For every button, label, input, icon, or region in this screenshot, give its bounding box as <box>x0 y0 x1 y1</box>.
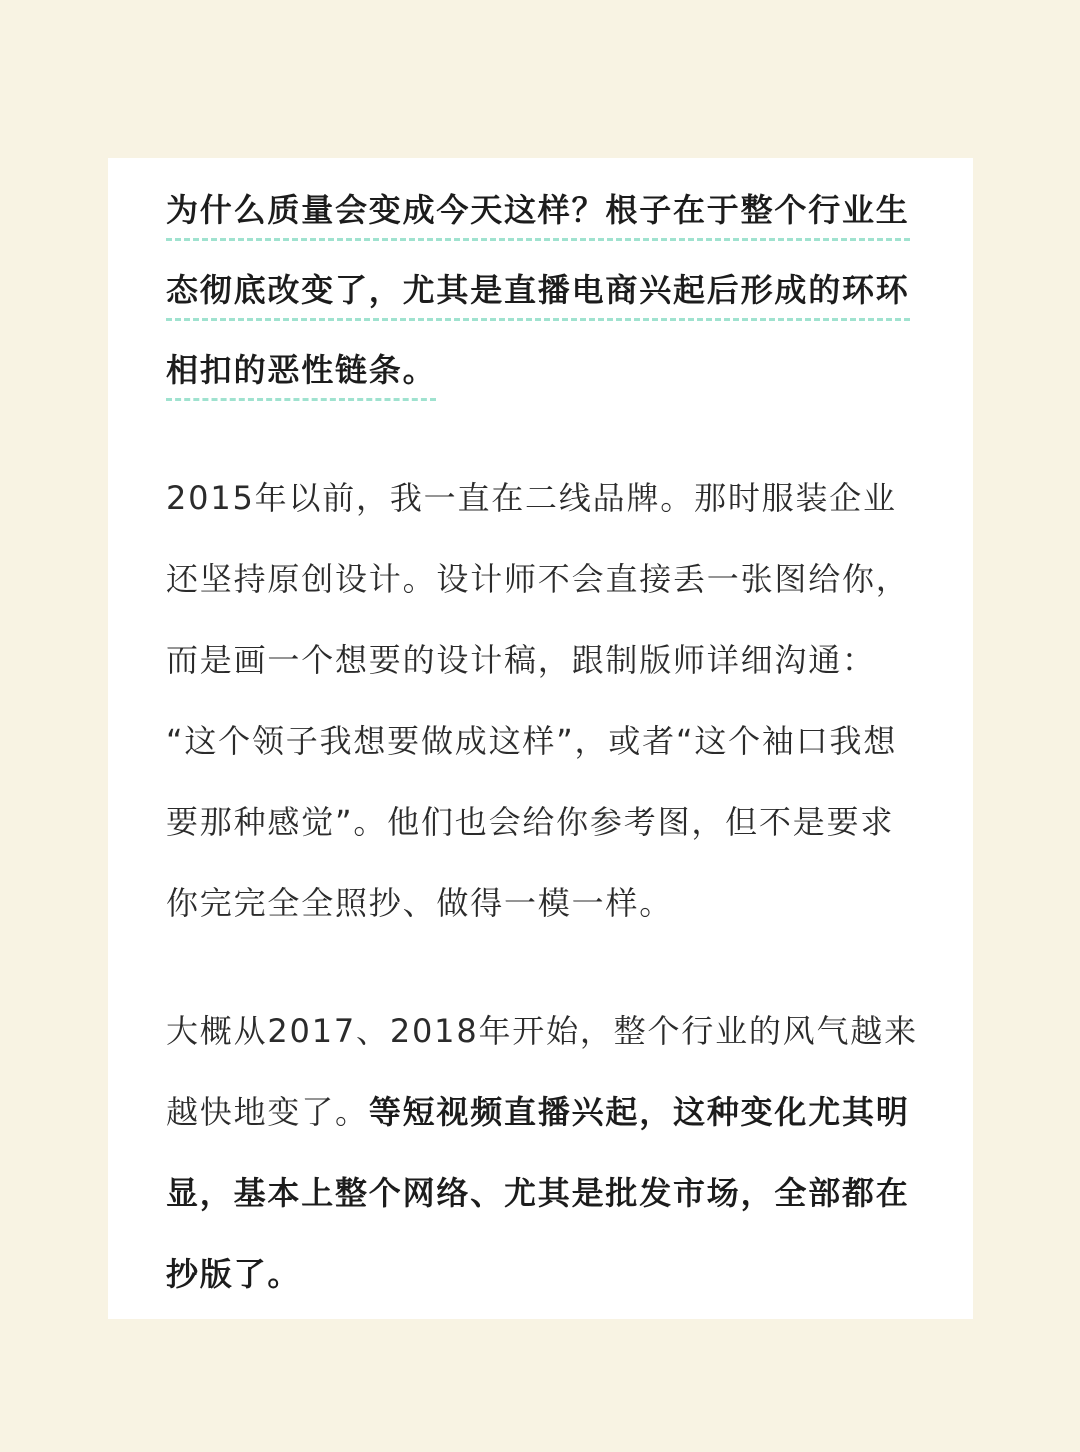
paragraph-2-line-1: 大概从2017、2018年开始，整个行业的风气越来 <box>166 1012 918 1050</box>
paragraph-1-line-3: 而是画一个想要的设计稿，跟制版师详细沟通： <box>166 641 876 679</box>
heading-line-2 <box>166 268 910 312</box>
heading-line-2-text: 态彻底改变了，尤其是直播电商兴起后形成的环环 <box>166 268 910 321</box>
paragraph-1-line-6: 你完完全全照抄、做得一模一样。 <box>166 884 674 922</box>
paragraph-1-line-2: 还坚持原创设计。设计师不会直接丢一张图给你， <box>166 560 910 598</box>
article-card <box>108 158 973 1319</box>
heading-line-1-text: 为什么质量会变成今天这样？根子在于整个行业生 <box>166 188 910 241</box>
paragraph-2-line-4: 抄版了。 <box>166 1255 302 1293</box>
paragraph-2-line-2-normal: 越快地变了。 <box>166 1093 369 1131</box>
paragraph-2-line-3: 显，基本上整个网络、尤其是批发市场，全部都在 <box>166 1174 910 1212</box>
paragraph-1-line-5: 要那种感觉”。他们也会给你参考图，但不是要求 <box>166 803 895 841</box>
heading-line-3 <box>166 348 436 392</box>
paragraph-2-line-2-bold: 等短视频直播兴起，这种变化尤其明 <box>368 1093 910 1131</box>
heading-line-3-text: 相扣的恶性链条。 <box>166 348 436 401</box>
paragraph-1-line-4: “这个领子我想要做成这样”，或者“这个袖口我想 <box>166 722 898 760</box>
paragraph-2-line-2 <box>166 1090 910 1134</box>
heading-line-1 <box>166 188 910 232</box>
paragraph-1-line-1: 2015年以前，我一直在二线品牌。那时服装企业 <box>166 479 897 517</box>
